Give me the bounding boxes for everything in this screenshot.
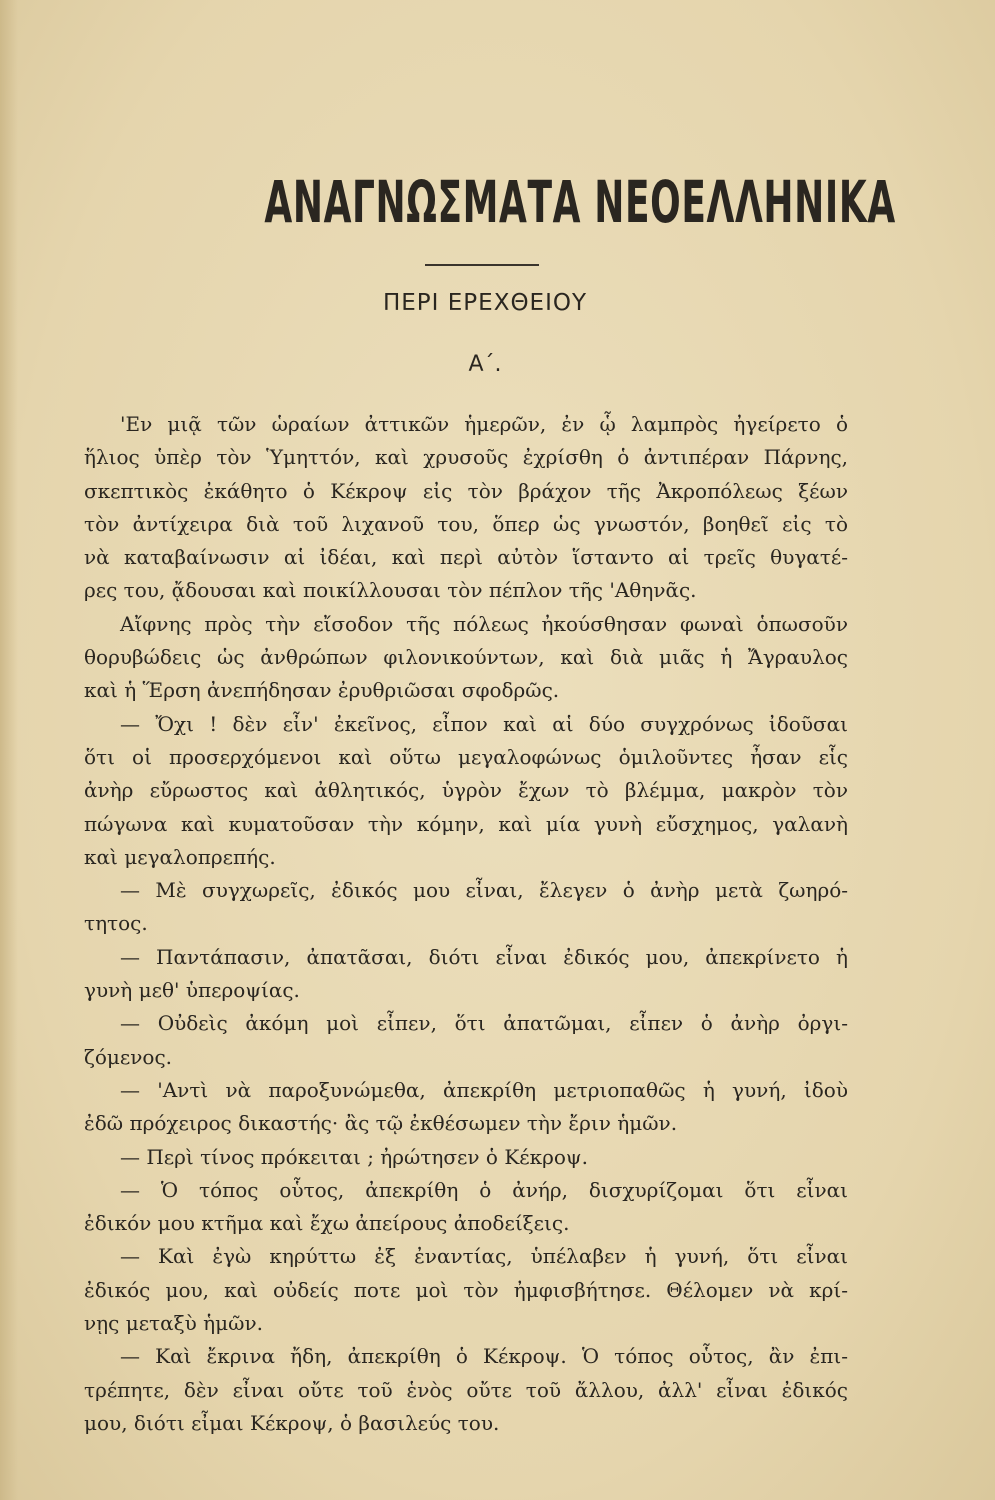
text-line: — Καὶ ἐγὼ κηρύττω ἐξ ἐναντίας, ὑπέλαβεν ἡ γυνή, ὅτι εἶναι <box>120 1244 848 1269</box>
text-line: πώγωνα καὶ κυματοῦσαν τὴν κόμην, καὶ μία γυνὴ εὔσχημος, γαλανὴ <box>84 811 848 836</box>
title-divider <box>425 264 539 266</box>
text-line: νὰ καταβαίνωσιν αἱ ἰδέαι, καὶ περὶ αὐτὸν ἵσταντο αἱ τρεῖς θυγατέ- <box>84 545 848 570</box>
text-line: 'Εν μιᾷ τῶν ὡραίων ἀττικῶν ἡμερῶν, ἐν ᾧ λαμπρὸς ἠγείρετο ὁ <box>120 412 848 436</box>
page-title: ΑΝΑΓΝΩΣΜΑΤΑ ΝΕΟΕΛΛΗΝΙΚΑ <box>264 168 896 236</box>
text-line: — 'Αντὶ νὰ παροξυνώμεθα, ἀπεκρίθη μετριοπαθῶς ἡ γυνή, ἰδοὺ <box>120 1077 848 1102</box>
text-line: νῃς μεταξὺ ἡμῶν. <box>84 1311 263 1336</box>
text-line: τρέπητε, δὲν εἶναι οὔτε τοῦ ἑνὸς οὔτε τοῦ ἄλλου, ἀλλ' εἶναι ἐδικός <box>84 1377 848 1402</box>
text-line: ἐδικόν μου κτῆμα καὶ ἔχω ἀπείρους ἀποδείξεις. <box>84 1211 570 1236</box>
body-text <box>84 408 848 1440</box>
text-line: καὶ ἡ Ἕρση ἀνεπήδησαν ἐρυθριῶσαι σφοδρῶς. <box>84 678 560 703</box>
text-line: Αἴφνης πρὸς τὴν εἴσοδον τῆς πόλεως ἠκούσθησαν φωναὶ ὁπωσοῦν <box>120 611 848 636</box>
text-line: — Περὶ τίνος πρόκειται ; ἠρώτησεν ὁ Κέκροψ. <box>120 1144 588 1169</box>
text-line: — Ὄχι ! δὲν εἶν' ἐκεῖνος, εἶπον καὶ αἱ δύο συγχρόνως ἰδοῦσαι <box>120 711 848 736</box>
text-line: — Ὁ τόπος οὗτος, ἀπεκρίθη ὁ ἀνήρ, δισχυρίζομαι ὅτι εἶναι <box>120 1177 848 1202</box>
text-line: ἥλιος ὑπὲρ τὸν Ὑμηττόν, καὶ χρυσοῦς ἐχρίσθη ὁ ἀντιπέραν Πάρνης, <box>84 445 848 470</box>
text-line: ρες του, ᾄδουσαι καὶ ποικίλλουσαι τὸν πέπλον τῆς 'Αθηνᾶς. <box>84 578 697 603</box>
text-line: ἐδῶ πρόχειρος δικαστής· ἂς τῷ ἐκθέσωμεν τὴν ἔριν ἡμῶν. <box>84 1111 678 1136</box>
text-line: — Μὲ συγχωρεῖς, ἐδικός μου εἶναι, ἔλεγεν ὁ ἀνὴρ μετὰ ζωηρό- <box>120 878 848 903</box>
article-title: ΠΕΡΙ ΕΡΕΧΘΕΙΟΥ <box>382 290 588 316</box>
text-line: τητος. <box>84 911 148 936</box>
text-line: ἐδικός μου, καὶ οὐδείς ποτε μοὶ τὸν ἠμφισβήτησε. Θέλομεν νὰ κρί- <box>84 1277 848 1302</box>
text-line: — Οὐδεὶς ἀκόμη μοὶ εἶπεν, ὅτι ἀπατῶμαι, εἶπεν ὁ ἀνὴρ ὀργι- <box>120 1011 848 1036</box>
text-line: — Παντάπασιν, ἀπατᾶσαι, διότι εἶναι ἐδικός μου, ἀπεκρίνετο ἡ <box>120 944 848 969</box>
text-line: θορυβώδεις ὡς ἀνθρώπων φιλονικούντων, καὶ διὰ μιᾶς ἡ Ἄγραυλος <box>84 645 848 670</box>
text-line: ζόμενος. <box>84 1044 172 1069</box>
section-number: Α΄. <box>468 352 502 377</box>
text-line: ὅτι οἱ προσερχόμενοι καὶ οὕτω μεγαλοφώνως ὁμιλοῦντες ἦσαν εἷς <box>84 744 848 769</box>
text-line: τὸν ἀντίχειρα διὰ τοῦ λιχανοῦ του, ὅπερ ὡς γνωστόν, βοηθεῖ εἰς τὸ <box>84 511 848 536</box>
text-line: ἀνὴρ εὔρωστος καὶ ἀθλητικός, ὑγρὸν ἔχων τὸ βλέμμα, μακρὸν τὸν <box>84 778 848 803</box>
page-edge-shadow <box>0 0 18 1500</box>
text-line: καὶ μεγαλοπρεπής. <box>84 844 276 869</box>
text-line: σκεπτικὸς ἐκάθητο ὁ Κέκροψ εἰς τὸν βράχον τῆς Ἀκροπόλεως ξέων <box>84 478 848 503</box>
text-line: μου, διότι εἶμαι Κέκροψ, ὁ βασιλεύς του. <box>84 1410 500 1435</box>
text-line: — Καὶ ἔκρινα ἤδη, ἀπεκρίθη ὁ Κέκροψ. Ὁ τόπος οὗτος, ἂν ἐπι- <box>120 1344 848 1369</box>
text-line: γυνὴ μεθ' ὑπεροψίας. <box>84 978 300 1003</box>
